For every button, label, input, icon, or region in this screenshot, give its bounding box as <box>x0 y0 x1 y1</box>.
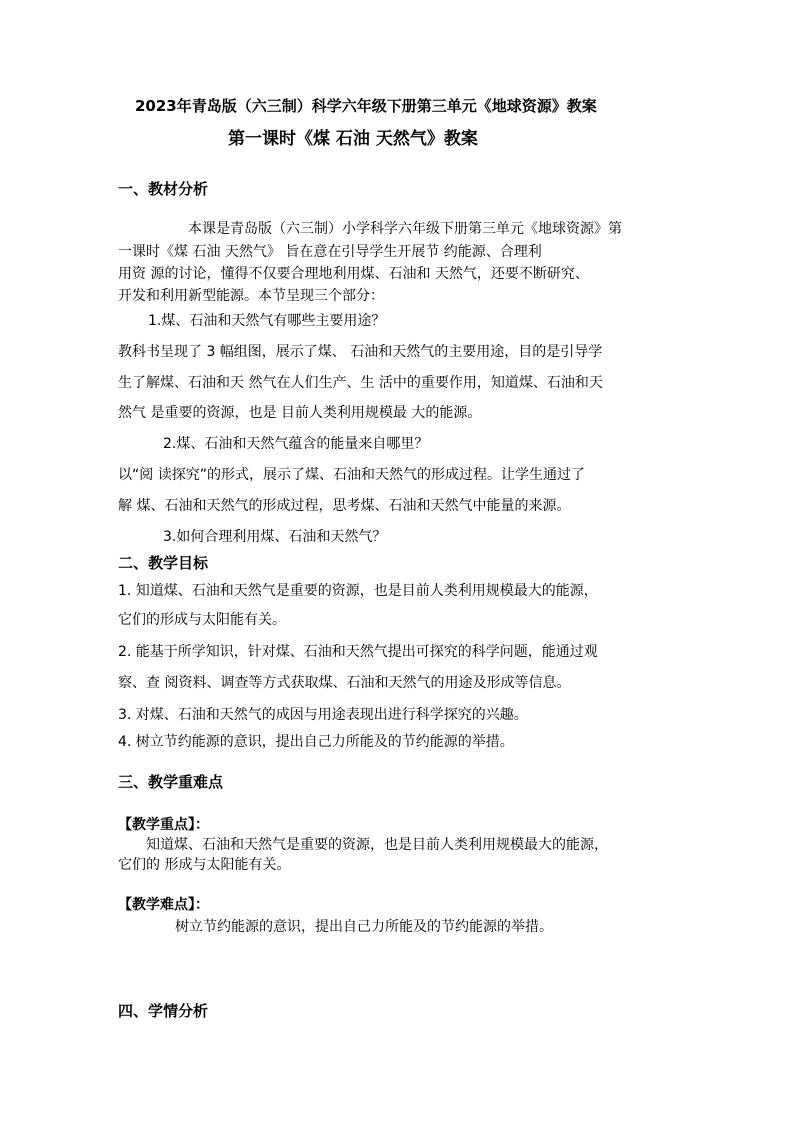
section-heading-2: 二、教学目标 <box>118 554 209 572</box>
list-item: 1.煤、石油和天然气有哪些主要用途？ <box>148 313 386 329</box>
goal-line: 3. 对煤、石油和天然气的成因与用途表现出进行科学探究的兴趣。 <box>118 707 528 723</box>
paragraph-line: 然气 是重要的资源，也是 目前人类利用规模最 大的能源。 <box>118 405 482 421</box>
paragraph-line: 用资 源的讨论，懂得不仅要合理地利用煤、石油和 天然气，还要不断研究、 <box>118 266 589 282</box>
key-point-text: 知道煤、石油和天然气是重要的资源，也是目前人类利用规模最大的能源， <box>146 837 608 853</box>
goal-line: 它们的形成与太阳能有关。 <box>118 612 286 628</box>
list-item: 2.煤、石油和天然气蕴含的能量来自哪里？ <box>163 436 429 452</box>
difficulty-text: 树立节约能源的意识，提出自己力所能及的节约能源的举措。 <box>175 919 553 935</box>
paragraph-line: 生了解煤、石油和天 然气在人们生产、生 活中的重要作用，知道煤、石油和天 <box>118 375 603 391</box>
paragraph-line: 本课是青岛版（六三制）小学科学六年级下册第三单元《地球资源》第 <box>188 221 622 237</box>
paragraph-line: 一课时《煤 石油 天然气》 旨在意在引导学生开展节 约能源、合理利 <box>118 244 542 260</box>
key-point-label: 【教学重点】： <box>118 817 209 833</box>
paragraph-line: 以“阅 读探究”的形式，展示了煤、石油和天然气的形成过程。让学生通过了 <box>118 467 585 483</box>
section-heading-1: 一、教材分析 <box>118 180 209 198</box>
section-heading-4: 四、学情分析 <box>118 1002 209 1020</box>
goal-line: 1. 知道煤、石油和天然气是重要的资源，也是目前人类利用规模最大的能源， <box>118 583 598 599</box>
document-subtitle: 第一课时《煤 石油 天然气》教案 <box>228 129 478 149</box>
list-item: 3.如何合理利用煤、石油和天然气？ <box>163 529 387 545</box>
goal-line: 4. 树立节约能源的意识，提出自己力所能及的节约能源的举措。 <box>118 734 514 750</box>
difficulty-label: 【教学难点】： <box>118 897 209 913</box>
key-point-text: 它们的 形成与太阳能有关。 <box>118 857 291 873</box>
goal-line: 察、查 阅资料、调查等方式获取煤、石油和天然气的用途及形成等信息。 <box>118 675 571 691</box>
section-heading-3: 三、教学重难点 <box>118 773 224 791</box>
document-title: 2023年青岛版（六三制）科学六年级下册第三单元《地球资源》教案 <box>135 97 597 115</box>
paragraph-line: 开发和利用新型能源。本节呈现三个部分： <box>118 288 384 304</box>
paragraph-line: 解 煤、石油和天然气的形成过程，思考煤、石油和天然气中能量的来源。 <box>118 498 571 514</box>
goal-line: 2. 能基于所学知识，针对煤、石油和天然气提出可探究的科学问题，能通过观 <box>118 644 598 660</box>
paragraph-line: 教科书呈现了 3 幅组图，展示了煤、 石油和天然气的主要用途，目的是引导学 <box>118 344 603 360</box>
